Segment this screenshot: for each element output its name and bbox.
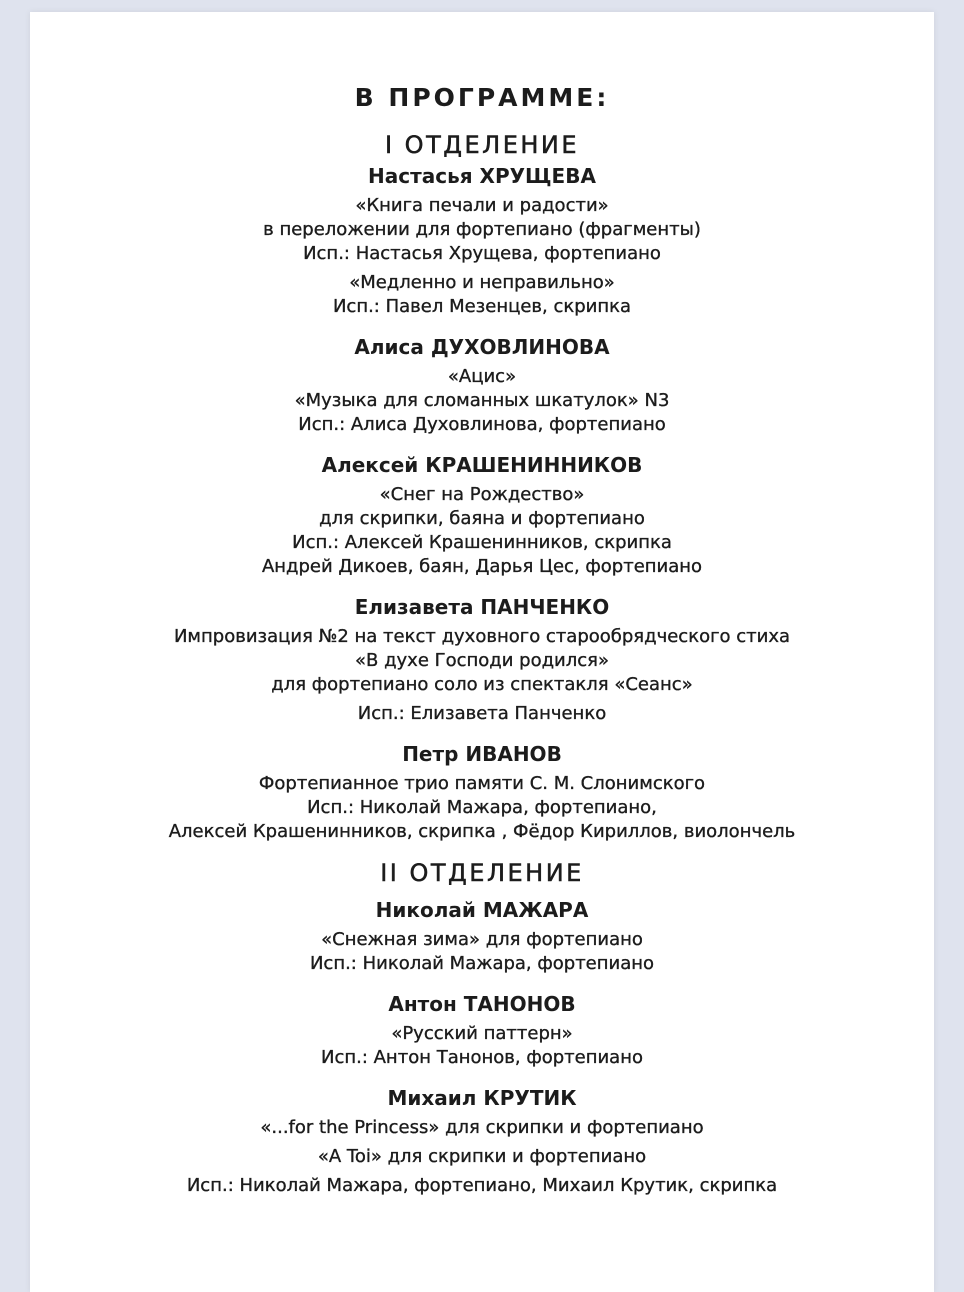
composer-block (30, 740, 934, 844)
performer-line: Исп.: Николай Мажара, фортепиано, (307, 797, 657, 818)
work-line: «Медленно и неправильно» (349, 272, 615, 293)
performer-line: Исп.: Николай Мажара, фортепиано (309, 953, 655, 974)
composer-block (30, 896, 934, 976)
work-line: для фортепиано соло из спектакля «Сеанс» (271, 674, 693, 695)
work-line: для скрипки, баяна и фортепиано (319, 508, 645, 529)
work-line: «В духе Господи родился» (355, 650, 609, 671)
work-line: «Книга печали и радости» (355, 195, 609, 216)
composer-name: Петр ИВАНОВ (402, 742, 562, 766)
composer-block (30, 593, 934, 726)
performer-line: Исп.: Настасья Хрущева, фортепиано (303, 243, 661, 264)
program-heading: В ПРОГРАММЕ: (354, 83, 610, 112)
composer-name: Алиса ДУХОВЛИНОВА (354, 335, 610, 359)
performer-line: Исп.: Алексей Крашенинников, скрипка (292, 532, 672, 553)
performer-line: Исп.: Алиса Духовлинова, фортепиано (298, 414, 666, 435)
composer-name: Николай МАЖАРА (375, 898, 589, 922)
program-page (30, 12, 934, 1292)
performer-line: Алексей Крашенинников, скрипка , Фёдор Кириллов, виолончель (168, 821, 796, 842)
composer-block (30, 990, 934, 1070)
composer-block (30, 333, 934, 437)
work-line: «Снег на Рождество» (379, 484, 585, 505)
performer-line: Исп.: Николай Мажара, фортепиано, Михаил Крутик, скрипка (186, 1175, 778, 1196)
performer-line: Исп.: Елизавета Панченко (357, 703, 607, 724)
performer-line: Андрей Дикоев, баян, Дарья Цес, фортепиано (261, 556, 703, 577)
work-line: «A Toi» для скрипки и фортепиано (317, 1146, 647, 1167)
performer-line: Исп.: Павел Мезенцев, скрипка (332, 296, 632, 317)
work-line: «Снежная зима» для фортепиано (321, 929, 643, 950)
section-title-1: I ОТДЕЛЕНИЕ (384, 131, 580, 159)
work-line: «...for the Princess» для скрипки и фортепиано (260, 1117, 704, 1138)
work-line: Импровизация №2 на текст духовного старообрядческого стиха (173, 626, 791, 647)
composer-block (30, 1084, 934, 1198)
composer-block (30, 162, 934, 319)
composer-name: Настасья ХРУЩЕВА (368, 164, 596, 188)
section-title-2: II ОТДЕЛЕНИЕ (380, 859, 584, 887)
work-line: Фортепианное трио памяти С. М. Слонимского (258, 773, 706, 794)
work-line: «Музыка для сломанных шкатулок» N3 (294, 390, 670, 411)
work-line: «Русский паттерн» (391, 1023, 573, 1044)
program-content (30, 80, 934, 1198)
composer-name: Елизавета ПАНЧЕНКО (354, 595, 610, 619)
work-line: в переложении для фортепиано (фрагменты) (263, 219, 701, 240)
performer-line: Исп.: Антон Танонов, фортепиано (320, 1047, 643, 1068)
work-line: «Ацис» (447, 366, 517, 387)
composer-name: Алексей КРАШЕНИННИКОВ (321, 453, 643, 477)
composer-name: Антон ТАНОНОВ (388, 992, 576, 1016)
composer-block (30, 451, 934, 579)
composer-name: Михаил КРУТИК (387, 1086, 577, 1110)
